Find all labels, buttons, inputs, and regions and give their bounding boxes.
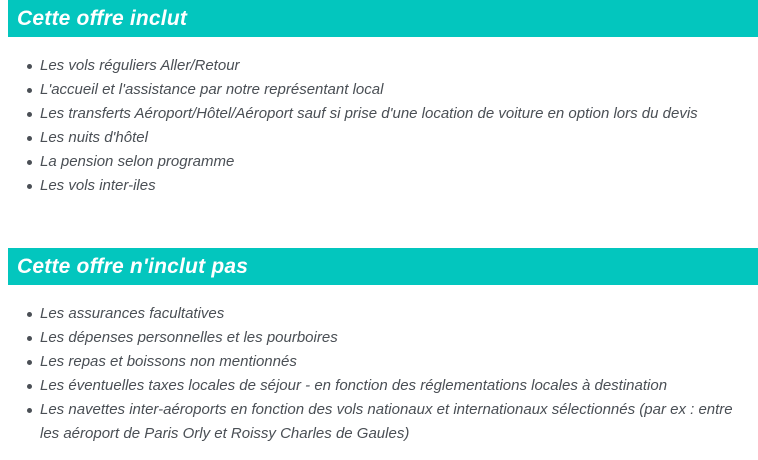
list-item: Les navettes inter-aéroports en fonction des vols nationaux et internationaux sélectionnés (par ex : entre les aéroport de Paris Orly et Roissy Charles de Gaules) [40, 398, 748, 446]
not-included-list [0, 302, 758, 446]
list-item: Les éventuelles taxes locales de séjour - en fonction des réglementations locales à destination [40, 374, 748, 398]
list-item: Les dépenses personnelles et les pourboires [40, 326, 748, 350]
list-item: Les nuits d'hôtel [40, 126, 748, 150]
list-item: La pension selon programme [40, 150, 748, 174]
list-item: Les vols réguliers Aller/Retour [40, 54, 748, 78]
list-item: Les repas et boissons non mentionnés [40, 350, 748, 374]
included-list [0, 54, 758, 198]
section-not-included-title: Cette offre n'inclut pas [17, 254, 249, 278]
list-item: Les transferts Aéroport/Hôtel/Aéroport sauf si prise d'une location de voiture en option lors du devis [40, 102, 748, 126]
section-not-included-header [8, 248, 758, 285]
section-included-header [8, 0, 758, 37]
section-included-title: Cette offre inclut [17, 6, 188, 30]
list-item: Les vols inter-iles [40, 174, 748, 198]
list-item: L'accueil et l'assistance par notre représentant local [40, 78, 748, 102]
list-item: Les assurances facultatives [40, 302, 748, 326]
